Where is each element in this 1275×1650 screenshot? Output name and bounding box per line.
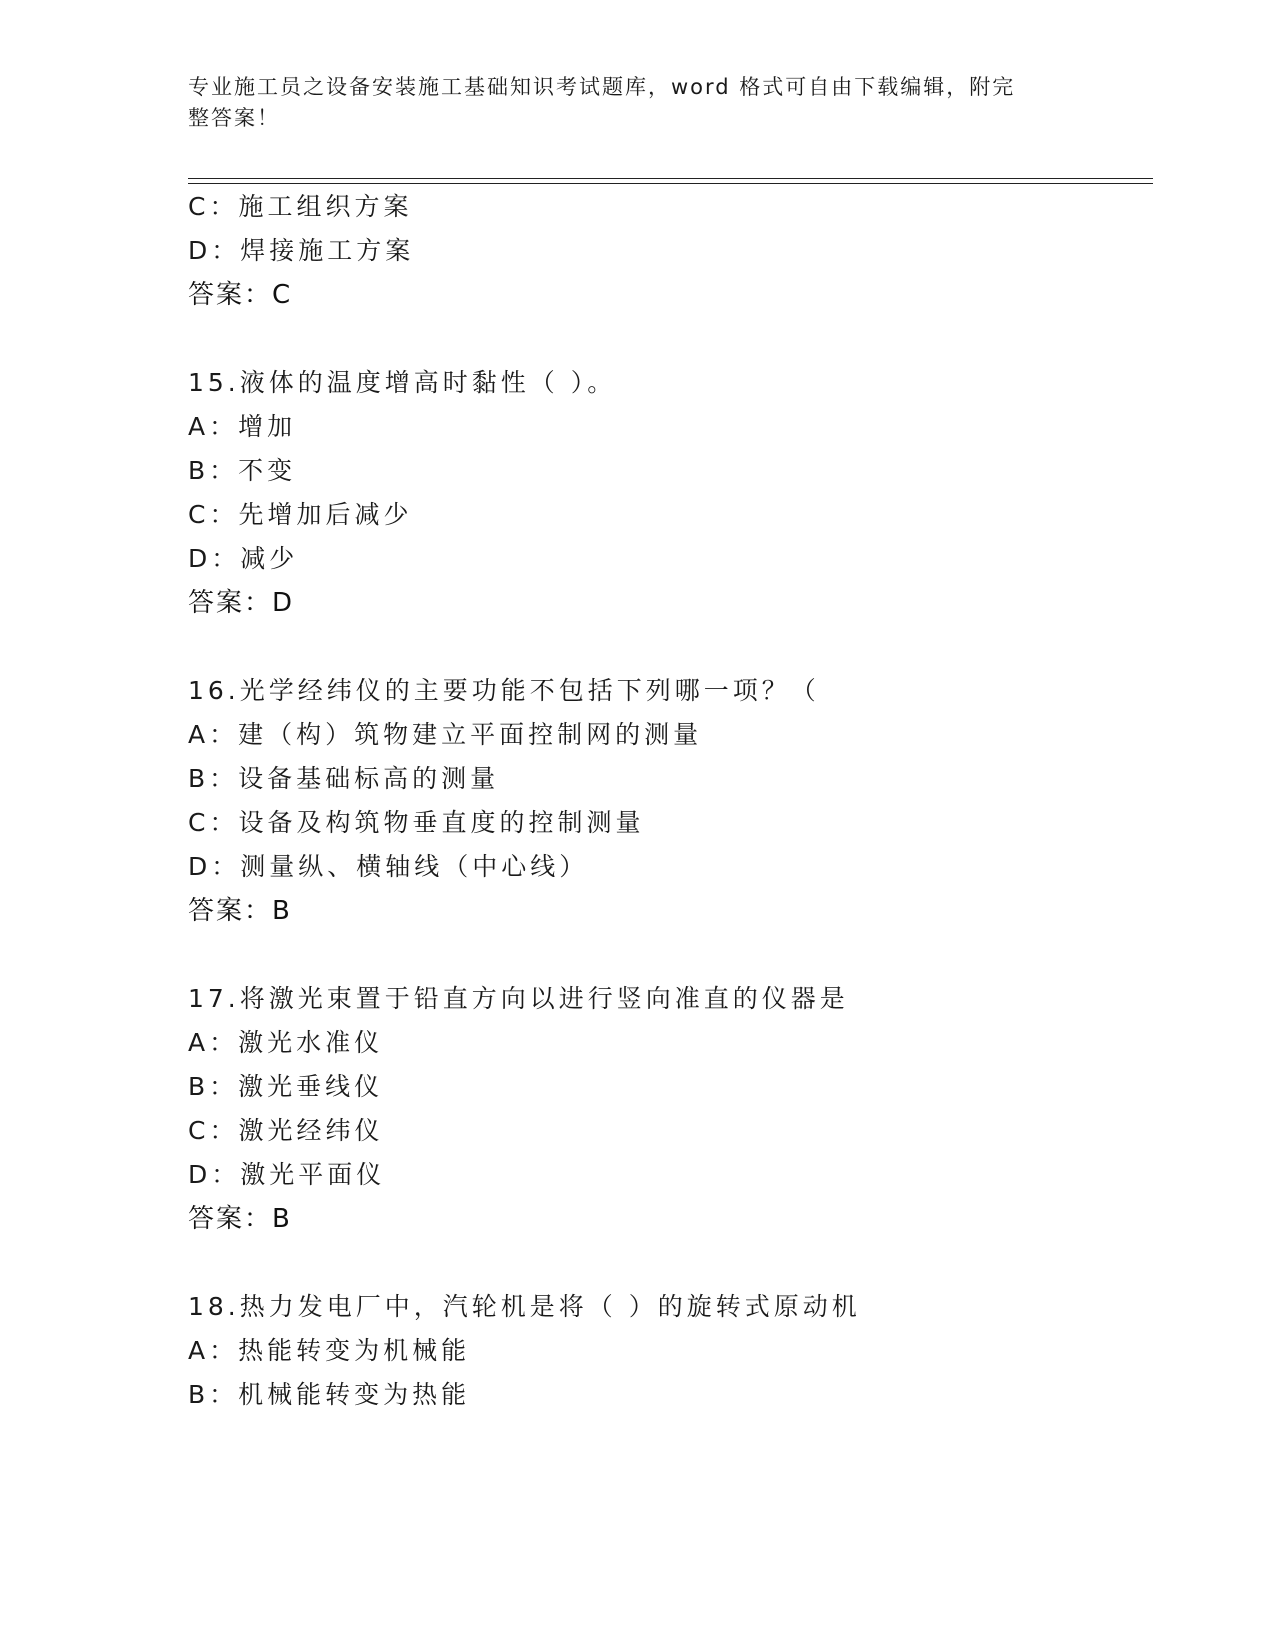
option-a-line: A：激光水准仪 [188, 1028, 384, 1057]
question-17: 17.将激光束置于铅直方向以进行竖向准直的仪器是 [188, 984, 849, 1013]
option-a-line: A：建（构）筑物建立平面控制网的测量 [188, 720, 703, 749]
option-c-line: C：设备及构筑物垂直度的控制测量 [188, 808, 645, 837]
answer-line: 答案：D [188, 588, 295, 618]
option-b-line: B：激光垂线仪 [188, 1072, 384, 1101]
question-18: 18.热力发电厂中，汽轮机是将（ ）的旋转式原动机 [188, 1292, 861, 1321]
option-b-line: B：不变 [188, 456, 297, 485]
header-line-2: 整答案！ [188, 106, 280, 130]
option-c-line: C：施工组织方案 [188, 192, 413, 221]
answer-line: 答案：B [188, 1204, 292, 1234]
option-b-line: B：设备基础标高的测量 [188, 764, 500, 793]
option-a-line: A：增加 [188, 412, 297, 441]
option-a-line: A：热能转变为机械能 [188, 1336, 471, 1365]
option-b-line: B：机械能转变为热能 [188, 1380, 471, 1409]
question-16: 16.光学经纬仪的主要功能不包括下列哪一项？（ [188, 676, 820, 705]
answer-line: 答案：B [188, 896, 292, 926]
header-line-1: 专业施工员之设备安装施工基础知识考试题库，word 格式可自由下载编辑，附完 [188, 75, 1016, 99]
header-divider-bottom [188, 183, 1153, 184]
option-c-line: C：激光经纬仪 [188, 1116, 384, 1145]
option-d-line: D：减少 [188, 544, 299, 573]
option-c-line: C：先增加后减少 [188, 500, 413, 529]
question-15: 15.液体的温度增高时黏性（ ）。 [188, 368, 617, 397]
option-d-line: D：焊接施工方案 [188, 236, 415, 265]
option-d-line: D：测量纵、横轴线（中心线） [188, 852, 589, 881]
answer-line: 答案：C [188, 280, 293, 310]
document-header [188, 72, 1068, 134]
header-divider-top [188, 178, 1153, 179]
option-d-line: D：激光平面仪 [188, 1160, 386, 1189]
